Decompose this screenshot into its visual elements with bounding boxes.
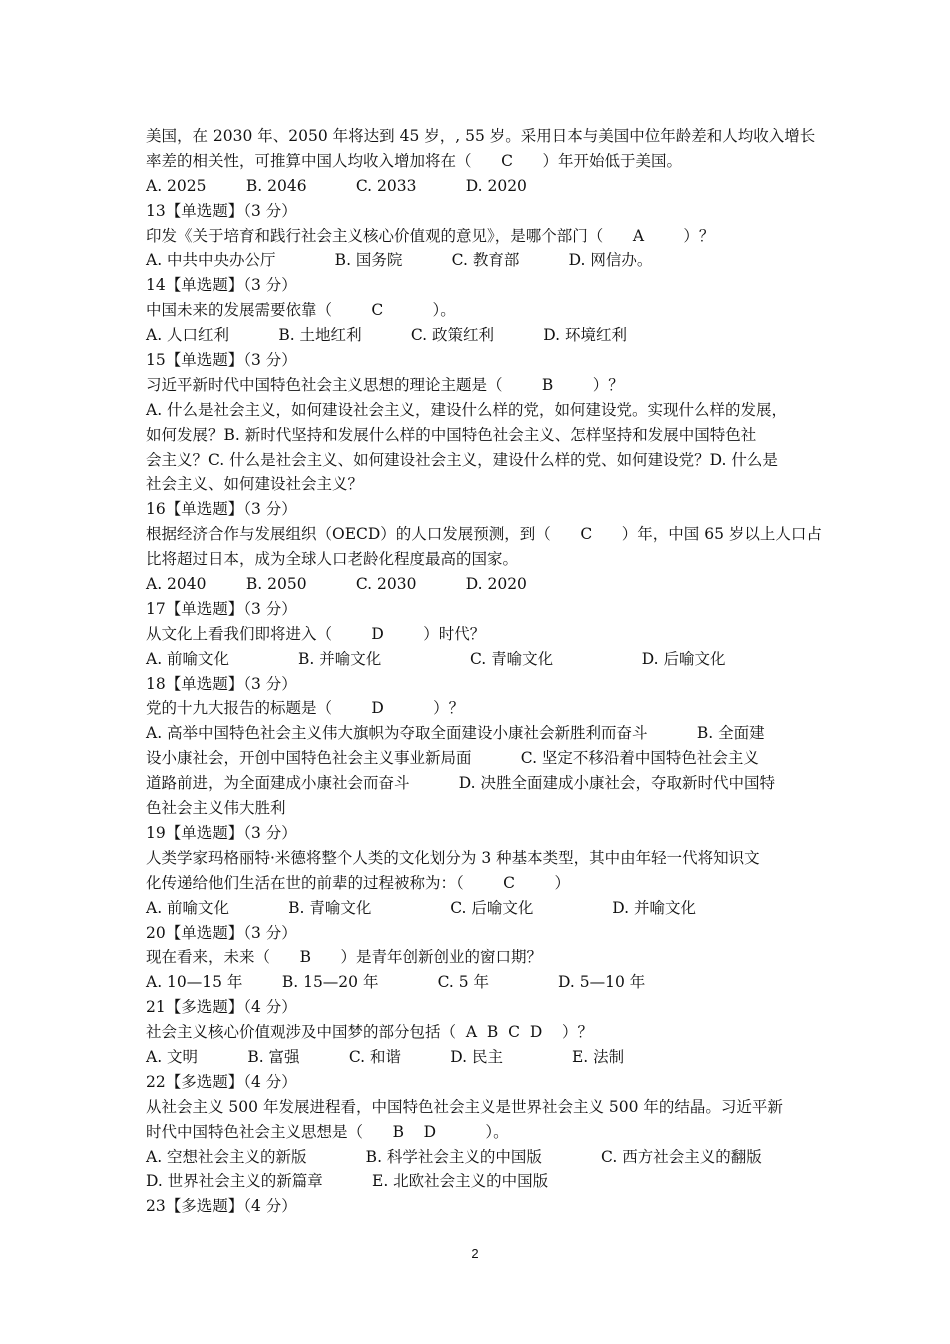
text-line: 率差的相关性，可推算中国人均收入增加将在（ C ）年开始低于美国。 <box>146 151 682 170</box>
options-line: A. 什么是社会主义，如何建设社会主义，建设什么样的党，如何建设党。实现什么样的发展， <box>146 400 788 419</box>
text-line: 时代中国特色社会主义思想是（ B D ）。 <box>146 1122 509 1141</box>
text-line: 习近平新时代中国特色社会主义思想的理论主题是（ B ）？ <box>146 375 624 394</box>
options-line: A. 文明 B. 富强 C. 和谐 D. 民主 E. 法制 <box>146 1047 625 1066</box>
page-number: 2 <box>471 1246 479 1261</box>
question-header: 13【单选题】（3 分） <box>146 201 297 220</box>
options-line: 会主义？C. 什么是社会主义、如何建设社会主义，建设什么样的党、如何建设党？D. 什么是 <box>146 450 778 469</box>
options-line: A. 人口红利 B. 土地红利 C. 政策红利 D. 环境红利 <box>146 326 627 345</box>
text-line: 党的十九大报告的标题是（ D ）？ <box>146 699 465 718</box>
options-line: A. 2025 B. 2046 C. 2033 D. 2020 <box>146 176 527 195</box>
text-line: 从社会主义 500 年发展进程看，中国特色社会主义是世界社会主义 500 年的结晶。习近平新 <box>146 1097 783 1116</box>
question-header: 21【多选题】（4 分） <box>146 998 297 1017</box>
options-line: A. 2040 B. 2050 C. 2030 D. 2020 <box>146 575 527 594</box>
text-line: 化传递给他们生活在世的前辈的过程被称为：（ C ） <box>146 873 570 892</box>
text-line: 现在看来，未来（ B ）是青年创新创业的窗口期？ <box>146 948 543 967</box>
options-line: 设小康社会，开创中国特色社会主义事业新局面 C. 坚定不移沿着中国特色社会主义 <box>146 749 759 768</box>
options-line: 道路前进，为全面建成小康社会而奋斗 D. 决胜全面建成小康社会，夺取新时代中国特 <box>146 774 776 793</box>
text-line: 根据经济合作与发展组织（OECD）的人口发展预测，到（ C ）年，中国 65 岁以上人口占 <box>146 525 822 544</box>
question-header: 15【单选题】（3 分） <box>146 351 297 370</box>
question-header: 22【多选题】（4 分） <box>146 1072 297 1091</box>
question-header: 18【单选题】（3 分） <box>146 674 297 693</box>
text-line: 比将超过日本，成为全球人口老龄化程度最高的国家。 <box>146 550 519 569</box>
options-line: A. 高举中国特色社会主义伟大旗帜为夺取全面建设小康社会新胜利而奋斗 B. 全面建 <box>146 724 765 743</box>
text-line: 从文化上看我们即将进入（ D ）时代？ <box>146 624 486 643</box>
text-line: 人类学家玛格丽特·米德将整个人类的文化划分为 3 种基本类型，其中由年轻一代将知识文 <box>146 848 760 867</box>
options-line: 如何发展？B. 新时代坚持和发展什么样的中国特色社会主义、怎样坚持和发展中国特色社 <box>146 425 757 444</box>
options-line: A. 前喻文化 B. 青喻文化 C. 后喻文化 D. 并喻文化 <box>146 898 696 917</box>
text-line: 中国未来的发展需要依靠（ C ）。 <box>146 301 456 320</box>
options-line: 色社会主义伟大胜利 <box>146 799 286 818</box>
text-line: 社会主义核心价值观涉及中国梦的部分包括（ A B C D ）？ <box>146 1023 593 1042</box>
options-line: A. 前喻文化 B. 并喻文化 C. 青喻文化 D. 后喻文化 <box>146 649 726 668</box>
question-header: 17【单选题】（3 分） <box>146 599 297 618</box>
options-line: 社会主义、如何建设社会主义？ <box>146 475 364 494</box>
question-text-body <box>146 124 822 1219</box>
question-header: 20【单选题】（3 分） <box>146 923 297 942</box>
text-line: 美国，在 2030 年、2050 年将达到 45 岁，, 55 岁。采用日本与美国中位年龄差和人均收入增长 <box>146 127 816 145</box>
question-header: 19【单选题】（3 分） <box>146 823 297 842</box>
text-line: 印发《关于培育和践行社会主义核心价值观的意见》，是哪个部门（ A ）？ <box>146 226 715 245</box>
options-line: D. 世界社会主义的新篇章 E. 北欧社会主义的中国版 <box>146 1172 549 1191</box>
options-line: A. 中共中央办公厅 B. 国务院 C. 教育部 D. 网信办。 <box>146 251 653 270</box>
question-header: 16【单选题】（3 分） <box>146 500 297 519</box>
question-header: 23【多选题】（4 分） <box>146 1197 297 1216</box>
question-header: 14【单选题】（3 分） <box>146 276 297 295</box>
options-line: A. 10—15 年 B. 15—20 年 C. 5 年 D. 5—10 年 <box>146 973 646 992</box>
options-line: A. 空想社会主义的新版 B. 科学社会主义的中国版 C. 西方社会主义的翻版 <box>146 1147 762 1166</box>
